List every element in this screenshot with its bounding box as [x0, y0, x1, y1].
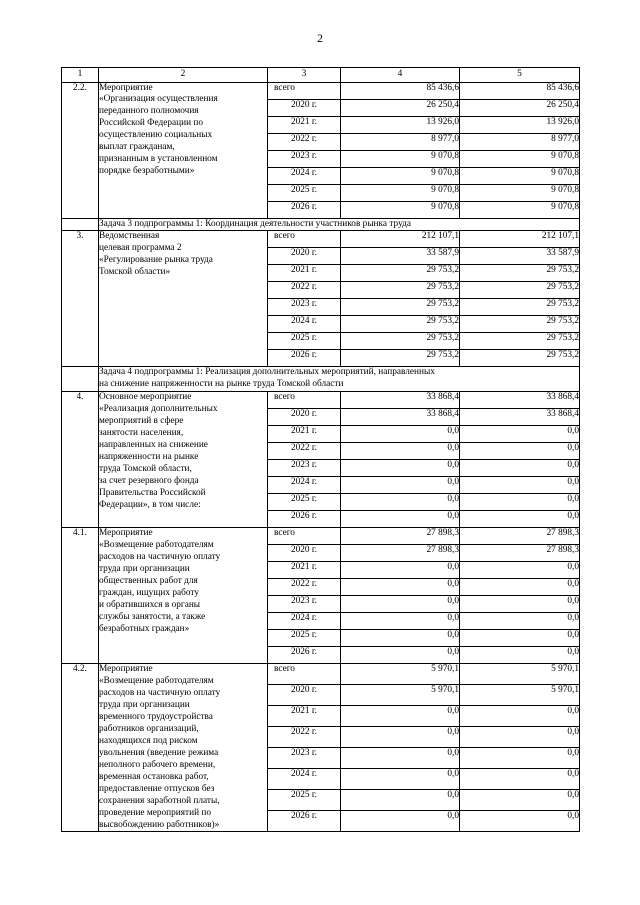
row-code: 4.1. [62, 528, 99, 664]
value-column-5: 0,0 [460, 727, 580, 748]
value-column-5: 9 070,8 [460, 167, 580, 184]
period-label: 2026 г. [268, 201, 341, 218]
value-column-5: 0,0 [460, 613, 580, 630]
value-column-5: 27 898,3 [460, 545, 580, 562]
table-row [62, 392, 580, 409]
column-header-3: 3 [268, 67, 341, 82]
column-header-4: 4 [341, 67, 460, 82]
period-label: 2020 г. [268, 409, 341, 426]
period-label: 2023 г. [268, 596, 341, 613]
period-label: 2025 г. [268, 184, 341, 201]
column-header-5: 5 [460, 67, 580, 82]
task-heading-row [62, 367, 580, 392]
value-column-4: 0,0 [341, 579, 460, 596]
period-label: 2021 г. [268, 426, 341, 443]
table-header-row [62, 67, 580, 82]
value-column-4: 27 898,3 [341, 545, 460, 562]
period-label: всего [268, 528, 341, 545]
task-row-code-cell [62, 218, 99, 231]
period-label: 2024 г. [268, 613, 341, 630]
value-column-4: 212 107,1 [341, 231, 460, 248]
period-label: 2020 г. [268, 248, 341, 265]
table-row [62, 82, 580, 99]
value-column-5: 0,0 [460, 769, 580, 790]
period-label: 2022 г. [268, 282, 341, 299]
period-label: 2022 г. [268, 133, 341, 150]
value-column-4: 33 587,9 [341, 248, 460, 265]
value-column-5: 5 970,1 [460, 685, 580, 706]
value-column-4: 0,0 [341, 613, 460, 630]
value-column-5: 26 250,4 [460, 99, 580, 116]
period-label: всего [268, 82, 341, 99]
value-column-5: 0,0 [460, 460, 580, 477]
value-column-5: 0,0 [460, 748, 580, 769]
value-column-5: 13 926,0 [460, 116, 580, 133]
value-column-5: 0,0 [460, 706, 580, 727]
value-column-4: 29 753,2 [341, 265, 460, 282]
value-column-4: 85 436,6 [341, 82, 460, 99]
value-column-4: 5 970,1 [341, 685, 460, 706]
period-label: 2026 г. [268, 647, 341, 664]
value-column-4: 5 970,1 [341, 664, 460, 685]
value-column-4: 8 977,0 [341, 133, 460, 150]
value-column-4: 26 250,4 [341, 99, 460, 116]
period-label: 2023 г. [268, 150, 341, 167]
value-column-5: 29 753,2 [460, 282, 580, 299]
value-column-5: 9 070,8 [460, 201, 580, 218]
value-column-5: 0,0 [460, 579, 580, 596]
value-column-5: 0,0 [460, 511, 580, 528]
value-column-5: 0,0 [460, 630, 580, 647]
row-description: Мероприятие «Возмещение работодателям расходов на частичную оплату труда при организации временного трудоустройства работников организаций, находящихся под риском увольнения (введение режима неполного рабочего времени, временная остановка работ, предоставление отпусков без сохранения заработной платы, проведение мероприятий по высвобождению работников)» [99, 664, 268, 832]
period-label: 2025 г. [268, 333, 341, 350]
period-label: 2022 г. [268, 443, 341, 460]
period-label: всего [268, 231, 341, 248]
value-column-5: 0,0 [460, 443, 580, 460]
value-column-5: 0,0 [460, 647, 580, 664]
task-heading-row [62, 218, 580, 231]
period-label: 2022 г. [268, 579, 341, 596]
task-row-code-cell [62, 367, 99, 392]
period-label: всего [268, 392, 341, 409]
value-column-5: 0,0 [460, 811, 580, 832]
value-column-5: 29 753,2 [460, 350, 580, 367]
value-column-5: 9 070,8 [460, 150, 580, 167]
value-column-4: 0,0 [341, 647, 460, 664]
value-column-5: 0,0 [460, 596, 580, 613]
value-column-4: 0,0 [341, 748, 460, 769]
value-column-4: 0,0 [341, 460, 460, 477]
table-row [62, 231, 580, 248]
table-row [62, 664, 580, 685]
value-column-5: 0,0 [460, 790, 580, 811]
value-column-4: 29 753,2 [341, 282, 460, 299]
period-label: 2021 г. [268, 706, 341, 727]
row-code: 2.2. [62, 82, 99, 218]
row-description: Основное мероприятие «Реализация дополнительных мероприятий в сфере занятости населения, направленных на снижение напряженности на рынке труда Томской области, за счет резервного фонда Правительства Российской Федерации», в том числе: [99, 392, 268, 528]
value-column-4: 29 753,2 [341, 350, 460, 367]
period-label: 2026 г. [268, 811, 341, 832]
period-label: 2021 г. [268, 116, 341, 133]
task-heading-text: Задача 4 подпрограммы 1: Реализация дополнительных мероприятий, направленных на снижение напряженности на рынке труда Томской области [99, 367, 580, 392]
value-column-4: 29 753,2 [341, 333, 460, 350]
row-code: 4.2. [62, 664, 99, 832]
value-column-5: 8 977,0 [460, 133, 580, 150]
value-column-4: 0,0 [341, 511, 460, 528]
value-column-4: 9 070,8 [341, 201, 460, 218]
value-column-5: 0,0 [460, 477, 580, 494]
value-column-5: 85 436,6 [460, 82, 580, 99]
budget-allocation-table [61, 67, 580, 833]
value-column-5: 9 070,8 [460, 184, 580, 201]
period-label: 2023 г. [268, 748, 341, 769]
period-label: 2025 г. [268, 790, 341, 811]
row-code: 4. [62, 392, 99, 528]
period-label: 2025 г. [268, 494, 341, 511]
period-label: 2023 г. [268, 460, 341, 477]
value-column-4: 0,0 [341, 769, 460, 790]
value-column-4: 0,0 [341, 443, 460, 460]
value-column-5: 27 898,3 [460, 528, 580, 545]
period-label: 2024 г. [268, 316, 341, 333]
period-label: 2020 г. [268, 685, 341, 706]
value-column-4: 0,0 [341, 706, 460, 727]
period-label: всего [268, 664, 341, 685]
period-label: 2022 г. [268, 727, 341, 748]
period-label: 2024 г. [268, 769, 341, 790]
value-column-4: 0,0 [341, 811, 460, 832]
value-column-5: 0,0 [460, 562, 580, 579]
page-number: 2 [317, 33, 323, 45]
value-column-4: 9 070,8 [341, 167, 460, 184]
value-column-4: 9 070,8 [341, 150, 460, 167]
value-column-5: 0,0 [460, 494, 580, 511]
task-heading-text: Задача 3 подпрограммы 1: Координация деятельности участников рынка труда [99, 218, 580, 231]
value-column-5: 29 753,2 [460, 299, 580, 316]
value-column-4: 0,0 [341, 790, 460, 811]
value-column-4: 0,0 [341, 630, 460, 647]
period-label: 2023 г. [268, 299, 341, 316]
value-column-4: 33 868,4 [341, 392, 460, 409]
value-column-4: 0,0 [341, 494, 460, 511]
value-column-4: 0,0 [341, 426, 460, 443]
value-column-5: 212 107,1 [460, 231, 580, 248]
value-column-4: 13 926,0 [341, 116, 460, 133]
value-column-5: 29 753,2 [460, 316, 580, 333]
period-label: 2021 г. [268, 562, 341, 579]
period-label: 2026 г. [268, 511, 341, 528]
value-column-4: 0,0 [341, 477, 460, 494]
row-code: 3. [62, 231, 99, 367]
value-column-4: 29 753,2 [341, 299, 460, 316]
period-label: 2025 г. [268, 630, 341, 647]
value-column-4: 0,0 [341, 596, 460, 613]
period-label: 2026 г. [268, 350, 341, 367]
row-description: Мероприятие «Организация осуществления переданного полномочия Российской Федерации по осуществлению социальных выплат гражданам, признанным в установленном порядке безработными» [99, 82, 268, 218]
row-description: Ведомственная целевая программа 2 «Регулирование рынка труда Томской области» [99, 231, 268, 367]
column-header-2: 2 [99, 67, 268, 82]
value-column-5: 33 587,9 [460, 248, 580, 265]
value-column-5: 29 753,2 [460, 265, 580, 282]
row-description: Мероприятие «Возмещение работодателям расходов на частичную оплату труда при организации общественных работ для граждан, ищущих работу и обратившихся в органы службы занятости, а также безработных граждан» [99, 528, 268, 664]
period-label: 2024 г. [268, 167, 341, 184]
value-column-5: 33 868,4 [460, 392, 580, 409]
period-label: 2021 г. [268, 265, 341, 282]
value-column-4: 9 070,8 [341, 184, 460, 201]
value-column-4: 27 898,3 [341, 528, 460, 545]
value-column-5: 29 753,2 [460, 333, 580, 350]
period-label: 2024 г. [268, 477, 341, 494]
period-label: 2020 г. [268, 99, 341, 116]
value-column-5: 5 970,1 [460, 664, 580, 685]
column-header-1: 1 [62, 67, 99, 82]
period-label: 2020 г. [268, 545, 341, 562]
value-column-4: 29 753,2 [341, 316, 460, 333]
value-column-4: 33 868,4 [341, 409, 460, 426]
value-column-5: 33 868,4 [460, 409, 580, 426]
value-column-4: 0,0 [341, 727, 460, 748]
value-column-4: 0,0 [341, 562, 460, 579]
value-column-5: 0,0 [460, 426, 580, 443]
table-row [62, 528, 580, 545]
